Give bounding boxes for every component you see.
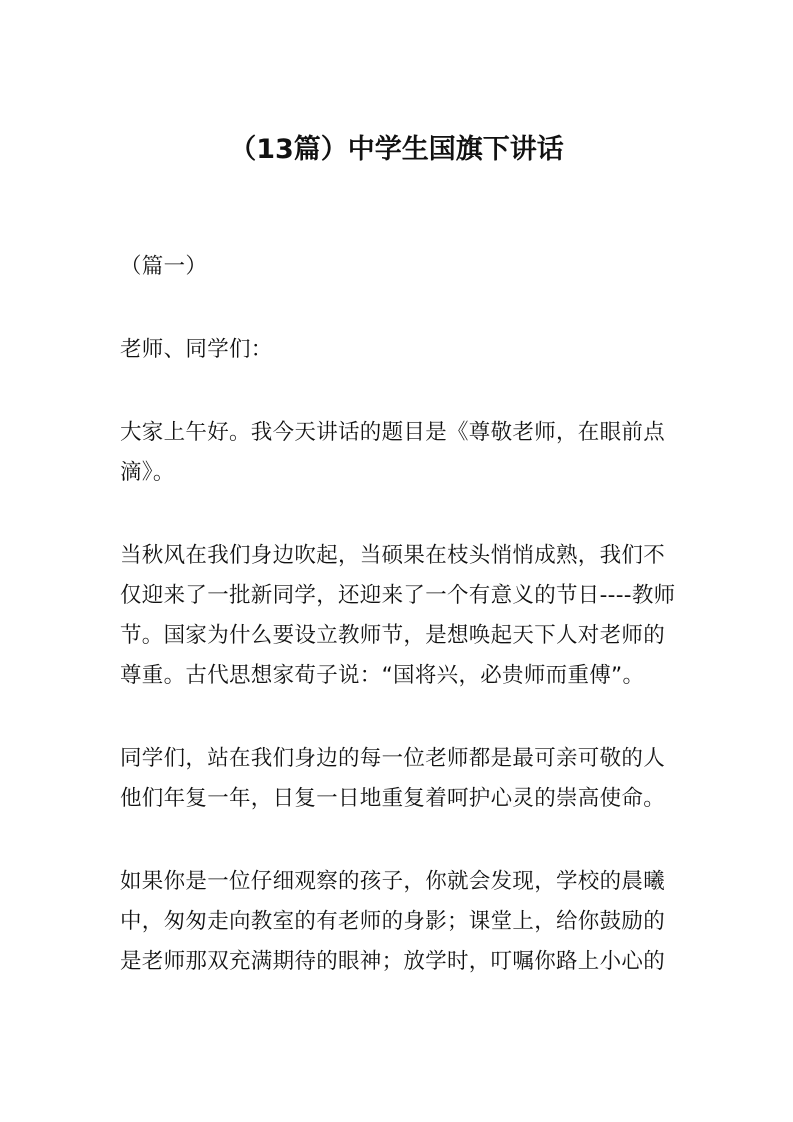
document-title: （13篇）中学生国旗下讲话 (229, 134, 564, 165)
paragraph (120, 413, 690, 493)
section-heading (120, 247, 690, 287)
text-line: 节。国家为什么要设立教师节，是想唤起天下人对老师的 (120, 623, 666, 648)
text-line: 如果你是一位仔细观察的孩子，你就会发现，学校的晨曦 (120, 869, 666, 894)
text-line: 他们年复一年，日复一日地重复着呵护心灵的崇高使命。 (120, 786, 666, 811)
text-line: （篇一） (120, 254, 208, 279)
text-line: 当秋风在我们身边吹起，当硕果在枝头悄悄成熟，我们不 (120, 543, 666, 568)
text-line: 同学们，站在我们身边的每一位老师都是最可亲可敬的人 (120, 746, 666, 771)
text-line: 滴》。 (120, 460, 175, 485)
paragraph (120, 862, 690, 982)
text-line: 中，匆匆走向教室的有老师的身影；课堂上，给你鼓励的 (120, 909, 666, 934)
text-line: 是老师那双充满期待的眼神；放学时，叮嘱你路上小心的 (120, 949, 666, 974)
paragraph (120, 739, 690, 819)
paragraph (120, 536, 690, 696)
text-line: 大家上午好。我今天讲话的题目是《尊敬老师，在眼前点 (120, 420, 666, 445)
text-line: 老师、同学们： (120, 337, 273, 362)
text-line: 仅迎来了一批新同学，还迎来了一个有意义的节日----教师 (120, 583, 676, 608)
text-line: 尊重。古代思想家荀子说：“国将兴，必贵师而重傅”。 (120, 663, 645, 688)
salutation (120, 330, 690, 370)
